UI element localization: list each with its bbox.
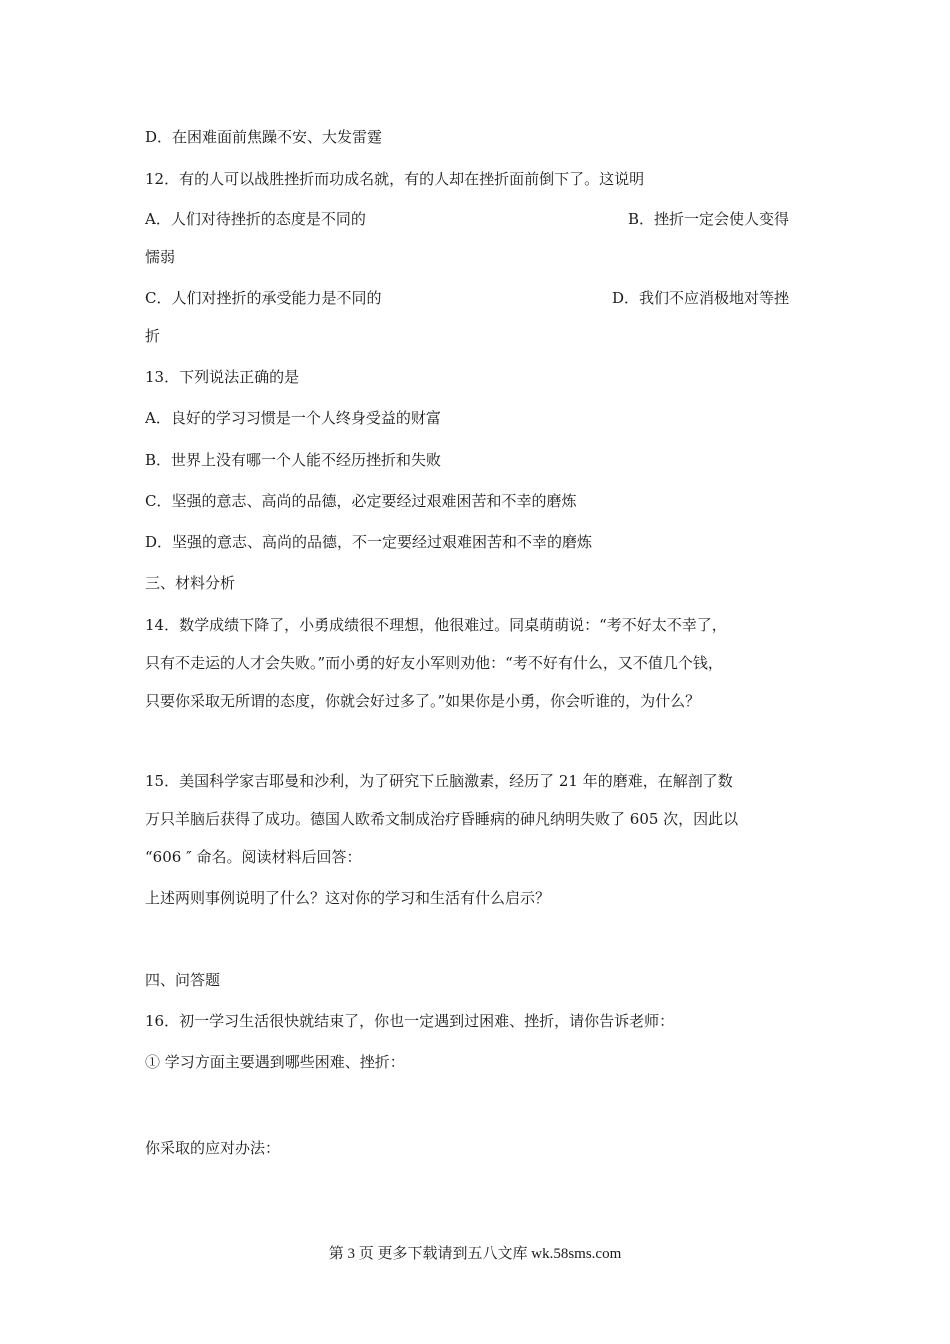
q11-option-d: D．在困难面前焦躁不安、大发雷霆 bbox=[145, 128, 383, 146]
q16-response-label: 你采取的应对办法： bbox=[145, 1139, 281, 1157]
q15-line-1: 15．美国科学家吉耶曼和沙利，为了研究下丘脑激素，经历了 21 年的磨难，在解剖了数 bbox=[145, 772, 733, 790]
q14-line-3: 只要你采取无所谓的态度，你就会好过多了。”如果你是小勇，你会听谁的，为什么？ bbox=[145, 692, 701, 710]
q12-option-d-continued: 折 bbox=[145, 327, 161, 345]
q16-item-1: ① 学习方面主要遇到哪些困难、挫折： bbox=[145, 1053, 405, 1071]
q12-option-a: A．人们对待挫折的态度是不同的 bbox=[145, 210, 366, 228]
q14-line-2: 只有不走运的人才会失败。”而小勇的好友小军则劝他：“考不好有什么，又不值几个钱， bbox=[145, 654, 723, 672]
q12-option-b: B．挫折一定会使人变得 bbox=[628, 210, 790, 228]
page-footer: 第 3 页 更多下载请到五八文库 wk.58sms.com bbox=[328, 1246, 622, 1262]
q12-option-d: D．我们不应消极地对等挫 bbox=[612, 289, 790, 307]
q15-line-2: 万只羊脑后获得了成功。德国人欧希文制成治疗昏睡病的砷凡纳明失败了 605 次，因此以 bbox=[145, 810, 739, 828]
q13-option-b: B．世界上没有哪一个人能不经历挫折和失败 bbox=[145, 451, 442, 469]
q12-option-b-continued: 懦弱 bbox=[145, 248, 176, 266]
q14-line-1: 14．数学成绩下降了，小勇成绩很不理想，他很难过。同桌萌萌说：“考不好太不幸了， bbox=[145, 616, 727, 634]
q13-stem: 13．下列说法正确的是 bbox=[145, 368, 300, 386]
section-3-title: 三、材料分析 bbox=[145, 574, 236, 592]
q12-stem: 12．有的人可以战胜挫折而功成名就，有的人却在挫折面前倒下了。这说明 bbox=[145, 170, 645, 188]
q12-option-c: C．人们对挫折的承受能力是不同的 bbox=[145, 289, 382, 307]
q15-question: 上述两则事例说明了什么？这对你的学习和生活有什么启示？ bbox=[145, 889, 551, 907]
q15-line-3: “606 ″ 命名。阅读材料后回答： bbox=[145, 848, 362, 866]
q13-option-d: D．坚强的意志、高尚的品德，不一定要经过艰难困苦和不幸的磨炼 bbox=[145, 533, 593, 551]
q16-stem: 16．初一学习生活很快就结束了，你也一定遇到过困难、挫折，请你告诉老师： bbox=[145, 1012, 675, 1030]
q13-option-c: C．坚强的意志、高尚的品德，必定要经过艰难困苦和不幸的磨炼 bbox=[145, 492, 577, 510]
section-4-title: 四、问答题 bbox=[145, 971, 221, 989]
q13-option-a: A．良好的学习习惯是一个人终身受益的财富 bbox=[145, 409, 441, 427]
